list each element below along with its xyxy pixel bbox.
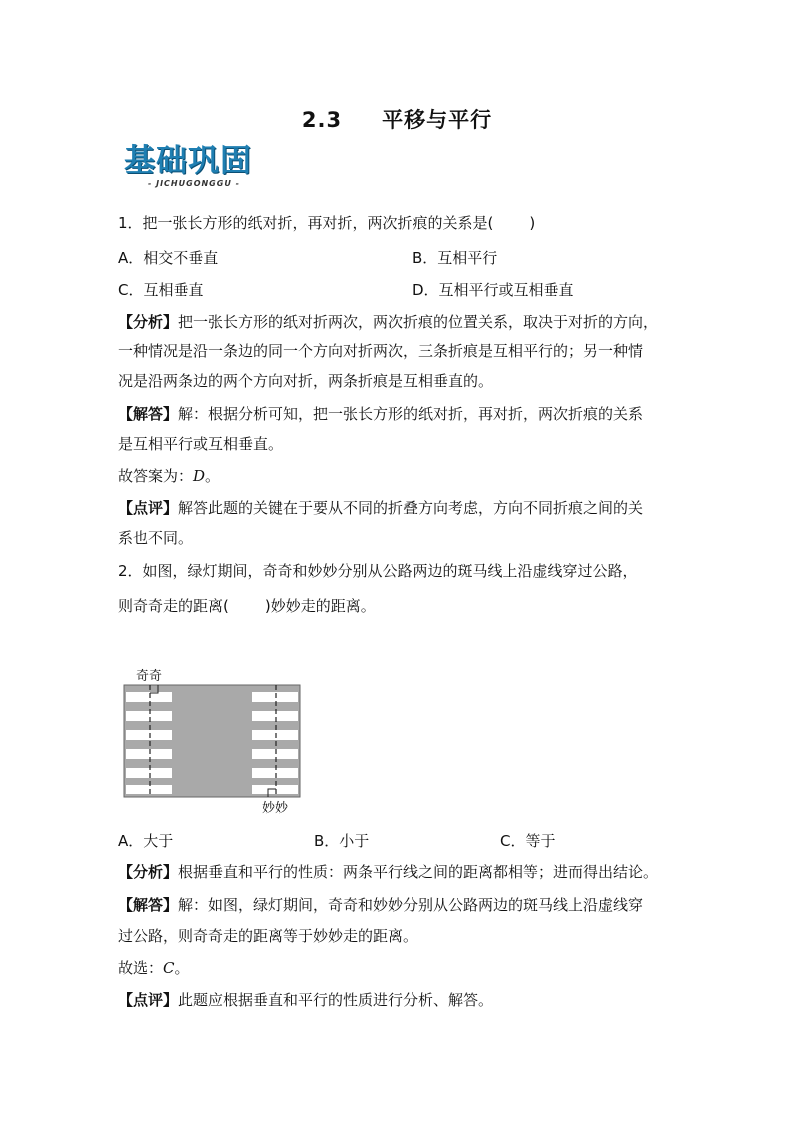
q1-option-d: D．互相平行或互相垂直: [412, 281, 574, 299]
q1-stem-text: 1．把一张长方形的纸对折，再对折，两次折痕的关系是(: [118, 214, 494, 232]
q1-comment-line-1: 【点评】解答此题的关键在于要从不同的折叠方向考虑，方向不同折痕之间的关: [118, 499, 644, 517]
banner-sub-text: - JICHUGONGGU -: [148, 179, 240, 188]
q1-option-a: A．相交不垂直: [118, 249, 219, 267]
q1-answer-choice: D: [193, 467, 206, 485]
q2-analysis-line-1: 【分析】根据垂直和平行的性质：两条平行线之间的距离都相等；进而得出结论。: [118, 863, 659, 881]
q2-stem-line-2: 则奇奇走的距离( )妙妙走的距离。: [118, 597, 376, 615]
q1-analysis-line-3: 况是沿两条边的两个方向对折，两条折痕是互相垂直的。: [118, 372, 494, 390]
section-title: 平移与平行: [382, 108, 493, 132]
q1-comment-line-2: 系也不同。: [118, 529, 194, 547]
banner-main-text: 基础巩固: [124, 143, 252, 179]
road-diagram: [120, 665, 320, 815]
q1-final-answer: 故答案为：D。: [118, 467, 221, 485]
q2-stem-line-1: 2．如图，绿灯期间，奇奇和妙妙分别从公路两边的斑马线上沿虚线穿过公路，: [118, 562, 638, 580]
figure-label-qiqi: 奇奇: [136, 669, 163, 684]
q1-option-c: C．互相垂直: [118, 281, 204, 299]
q2-answer-line-2: 过公路，则奇奇走的距离等于妙妙走的距离。: [118, 927, 419, 945]
answer-tag: 【解答】: [118, 405, 179, 423]
q1-analysis-line-2: 一种情况是沿一条边的同一个方向对折两次，三条折痕是互相平行的；另一种情: [118, 342, 644, 360]
page-title: [0, 104, 794, 134]
q2-final-answer: 故选：C。: [118, 959, 190, 977]
comment-tag: 【点评】: [118, 499, 179, 517]
analysis-tag: 【分析】: [118, 863, 179, 881]
q1-stem: [118, 213, 535, 233]
q2-comment-line-1: 【点评】此题应根据垂直和平行的性质进行分析、解答。: [118, 991, 494, 1009]
q2-answer-line-1: 【解答】解：如图，绿灯期间，奇奇和妙妙分别从公路两边的斑马线上沿虚线穿: [118, 896, 644, 914]
figure-label-miaomiao: 妙妙: [262, 801, 289, 816]
q2-option-a: A．大于: [118, 832, 174, 850]
crosswalk-figure: [120, 665, 320, 815]
q1-option-b: B．互相平行: [412, 249, 498, 267]
q2-answer-choice: C: [163, 959, 175, 977]
q1-analysis-line-1: 【分析】把一张长方形的纸对折两次，两次折痕的位置关系，取决于对折的方向，: [118, 313, 659, 331]
q1-answer-line-1: 【解答】解：根据分析可知，把一张长方形的纸对折，再对折，两次折痕的关系: [118, 405, 644, 423]
q1-stem-end: ): [529, 214, 536, 232]
q2-option-b: B．小于: [314, 832, 370, 850]
section-number: 2.3: [301, 108, 343, 132]
banner-logo: [124, 143, 264, 191]
q2-option-c: C．等于: [500, 832, 556, 850]
analysis-tag: 【分析】: [118, 313, 179, 331]
q1-answer-line-2: 是互相平行或互相垂直。: [118, 435, 284, 453]
comment-tag: 【点评】: [118, 991, 179, 1009]
answer-tag: 【解答】: [118, 896, 179, 914]
